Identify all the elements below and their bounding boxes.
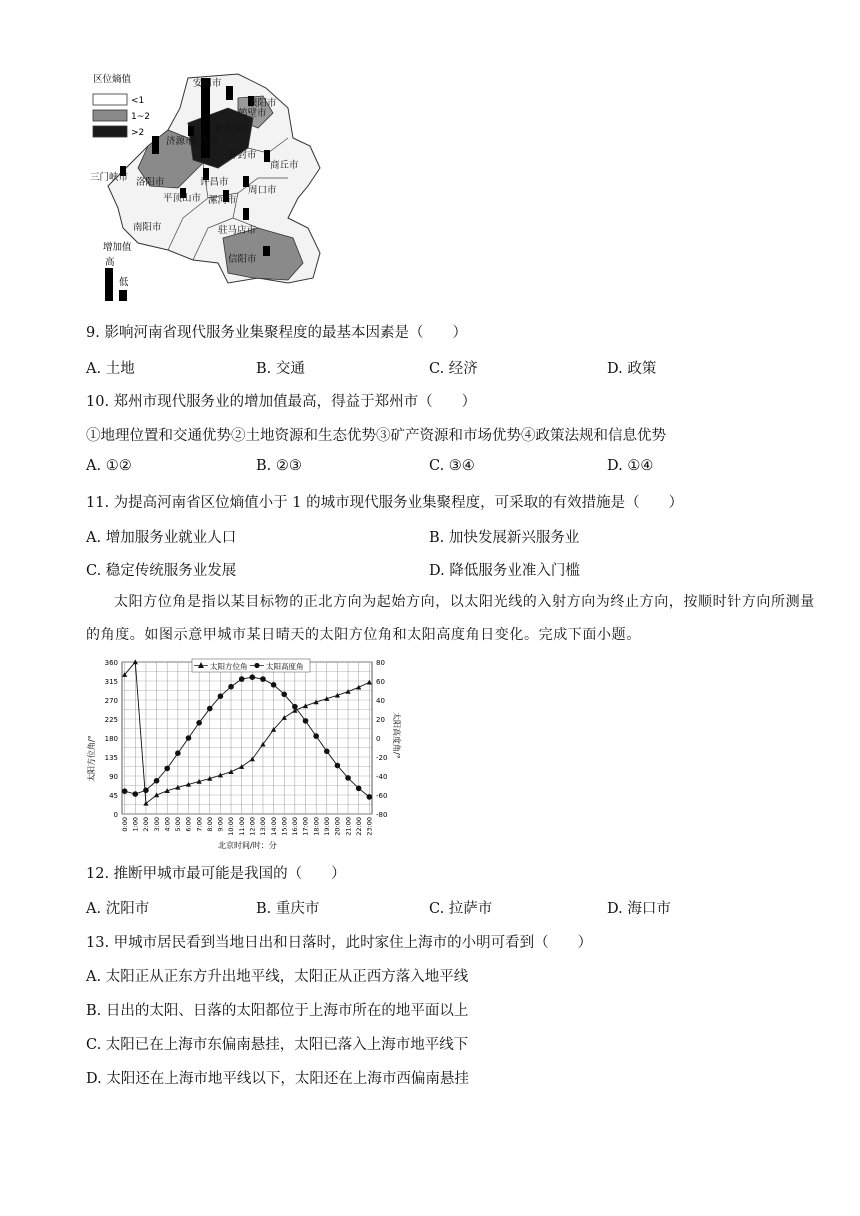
chart-legend-item: 太阳高度角 xyxy=(266,662,304,671)
altitude-point xyxy=(335,763,341,769)
altitude-point xyxy=(324,749,330,755)
right-tick-label: -40 xyxy=(376,773,388,781)
x-axis-title: 北京时间/时：分 xyxy=(218,841,277,850)
x-axis-ticks xyxy=(121,817,374,836)
x-tick-label: 14:00 xyxy=(269,817,278,836)
city-label: 漯河市 xyxy=(208,195,237,206)
x-tick-label: 10:00 xyxy=(227,817,236,836)
chart-grid xyxy=(122,662,372,814)
left-tick-label: 45 xyxy=(109,792,118,800)
city-label: 濮阳市 xyxy=(248,98,277,109)
x-tick-label: 9:00 xyxy=(216,817,225,832)
bar-legend-high: 高 xyxy=(105,257,115,268)
x-tick-label: 23:00 xyxy=(365,817,374,836)
q11-option-d[interactable]: D. 降低服务业准入门槛 xyxy=(429,563,580,579)
x-tick-label: 1:00 xyxy=(131,817,140,832)
right-tick-label: -60 xyxy=(376,792,388,800)
city-label: 洛阳市 xyxy=(136,177,165,188)
q12-option-c[interactable]: C. 拉萨市 xyxy=(429,901,493,917)
bar-anyang xyxy=(226,86,233,100)
bar-legend-low-bar xyxy=(119,290,127,301)
city-label: 三门峡市 xyxy=(90,172,129,183)
legend-title: 区位熵值 xyxy=(93,74,132,85)
left-tick-label: 360 xyxy=(104,659,118,667)
bar-legend-low: 低 xyxy=(119,277,129,288)
x-tick-label: 3:00 xyxy=(152,817,161,832)
x-tick-label: 6:00 xyxy=(184,817,193,832)
right-tick-label: 60 xyxy=(376,678,385,686)
altitude-point xyxy=(175,750,181,756)
q11-option-c[interactable]: C. 稳定传统服务业发展 xyxy=(86,563,237,579)
left-tick-label: 270 xyxy=(104,697,118,705)
x-tick-label: 19:00 xyxy=(322,817,331,836)
altitude-point xyxy=(207,706,213,712)
bar-jiyuan xyxy=(188,126,194,136)
bar-xinyang xyxy=(263,246,270,256)
altitude-point xyxy=(281,692,287,698)
left-tick-label: 90 xyxy=(109,773,118,781)
q11-option-b[interactable]: B. 加快发展新兴服务业 xyxy=(429,530,580,546)
altitude-point xyxy=(313,733,319,739)
x-tick-label: 11:00 xyxy=(237,817,246,836)
question-12-stem: 12. 推断甲城市最可能是我国的（ ） xyxy=(86,866,346,882)
altitude-point xyxy=(239,676,245,682)
altitude-point xyxy=(218,693,224,699)
city-label: 驻马店市 xyxy=(218,225,257,236)
altitude-point xyxy=(367,794,373,800)
legend-swatch-mid xyxy=(93,110,127,121)
left-tick-label: 180 xyxy=(104,735,118,743)
henan-map-figure xyxy=(88,68,328,308)
x-tick-label: 8:00 xyxy=(205,817,214,832)
q11-option-a[interactable]: A. 增加服务业就业人口 xyxy=(86,530,237,546)
left-tick-label: 225 xyxy=(104,716,118,724)
x-tick-label: 12:00 xyxy=(248,817,257,836)
x-tick-label: 20:00 xyxy=(333,817,342,836)
altitude-point xyxy=(260,676,266,682)
chart-legend-item: 太阳方位角 xyxy=(210,662,248,671)
bar-zhumadian xyxy=(243,208,249,220)
bar-luoyang xyxy=(152,136,159,154)
q13-option-b[interactable]: B. 日出的太阳、日落的太阳都位于上海市所在的地平面以上 xyxy=(86,1003,469,1019)
henan-map xyxy=(88,68,328,308)
x-tick-label: 17:00 xyxy=(301,817,310,836)
x-tick-label: 4:00 xyxy=(163,817,172,832)
question-10-statements: ①地理位置和交通优势②土地资源和生态优势③矿产资源和市场优势④政策法规和信息优势 xyxy=(86,428,666,444)
q10-option-a[interactable]: A. ①② xyxy=(86,458,132,474)
altitude-point xyxy=(345,775,351,781)
x-tick-label: 22:00 xyxy=(354,817,363,836)
left-tick-label: 0 xyxy=(113,811,118,819)
right-tick-label: -20 xyxy=(376,754,388,762)
q13-option-c[interactable]: C. 太阳已在上海市东偏南悬挂，太阳已落入上海市地平线下 xyxy=(86,1037,469,1053)
x-tick-label: 2:00 xyxy=(142,817,151,832)
altitude-point xyxy=(292,704,298,710)
legend-label: <1 xyxy=(131,96,145,106)
sun-angle-chart-svg xyxy=(84,654,404,850)
legend-swatch-high xyxy=(93,126,127,137)
q10-option-c[interactable]: C. ③④ xyxy=(429,458,475,474)
x-tick-label: 0:00 xyxy=(120,817,129,832)
altitude-point xyxy=(271,682,277,688)
city-label: 焦作市 xyxy=(190,136,219,147)
right-tick-label: -80 xyxy=(376,811,388,819)
q9-option-b[interactable]: B. 交通 xyxy=(256,361,305,377)
altitude-point xyxy=(303,718,309,724)
right-axis-ticks xyxy=(376,659,387,819)
legend-swatch-low xyxy=(93,94,127,105)
city-label: 许昌市 xyxy=(200,177,229,188)
q13-option-d[interactable]: D. 太阳还在上海市地平线以下，太阳还在上海市西偏南悬挂 xyxy=(86,1071,469,1087)
city-label: 南阳市 xyxy=(133,222,162,233)
question-13-stem: 13. 甲城市居民看到当地日出和日落时，此时家住上海市的小明可看到（ ） xyxy=(86,935,593,951)
x-tick-label: 5:00 xyxy=(174,817,183,832)
right-axis-title: 太阳高度角/° xyxy=(392,712,401,759)
q9-option-c[interactable]: C. 经济 xyxy=(429,361,478,377)
q12-option-d[interactable]: D. 海口市 xyxy=(607,901,671,917)
altitude-point xyxy=(186,735,192,741)
sun-angle-chart xyxy=(84,654,404,850)
question-9-stem: 9. 影响河南省现代服务业集聚程度的最基本因素是（ ） xyxy=(86,325,467,341)
altitude-point xyxy=(132,791,138,797)
city-label: 周口市 xyxy=(248,185,277,196)
city-label: 新乡市 xyxy=(214,123,243,134)
altitude-point xyxy=(122,788,128,794)
altitude-point xyxy=(196,720,202,726)
right-tick-label: 0 xyxy=(376,735,381,743)
right-tick-label: 40 xyxy=(376,697,385,705)
left-tick-label: 315 xyxy=(104,678,118,686)
bar-legend-title: 增加值 xyxy=(103,242,132,253)
q10-option-b[interactable]: B. ②③ xyxy=(256,458,302,474)
x-tick-label: 13:00 xyxy=(259,817,268,836)
altitude-point xyxy=(154,778,160,784)
altitude-point xyxy=(143,787,149,793)
city-label: 济源市 xyxy=(166,136,195,147)
altitude-point xyxy=(356,786,362,792)
altitude-point xyxy=(164,766,170,772)
legend-label: >2 xyxy=(131,128,145,138)
legend-label: 1~2 xyxy=(131,112,150,122)
q9-option-a[interactable]: A. 土地 xyxy=(86,361,135,377)
right-tick-label: 20 xyxy=(376,716,385,724)
city-label: 安阳市 xyxy=(193,78,222,89)
city-label: 开封市 xyxy=(228,150,257,161)
q12-option-b[interactable]: B. 重庆市 xyxy=(256,901,320,917)
left-axis-title: 太阳方位角/° xyxy=(87,735,96,782)
q9-option-d[interactable]: D. 政策 xyxy=(607,361,657,377)
question-10-stem: 10. 郑州市现代服务业的增加值最高，得益于郑州市（ ） xyxy=(86,394,477,410)
x-tick-label: 21:00 xyxy=(344,817,353,836)
x-tick-label: 16:00 xyxy=(291,817,300,836)
city-label: 鹤壁市 xyxy=(238,108,267,119)
city-label: 信阳市 xyxy=(228,254,257,265)
x-tick-label: 15:00 xyxy=(280,817,289,836)
question-11-stem: 11. 为提高河南省区位熵值小于 1 的城市现代服务业集聚程度，可采取的有效措施是（ ） xyxy=(86,495,684,511)
left-tick-label: 135 xyxy=(104,754,118,762)
altitude-point xyxy=(228,684,234,690)
right-tick-label: 80 xyxy=(376,659,385,667)
city-label: 平顶山市 xyxy=(163,193,202,204)
left-axis-ticks xyxy=(105,659,118,819)
q13-option-a[interactable]: A. 太阳正从正东方升出地平线，太阳正从正西方落入地平线 xyxy=(86,969,469,985)
q12-option-a[interactable]: A. 沈阳市 xyxy=(86,901,150,917)
intro-paragraph: 太阳方位角是指以某目标物的正北方向为起始方向，以太阳光线的入射方向为终止方向，按顺时针方向所测量的角度。如图示意甲城市某日晴天的太阳方位角和太阳高度角日变化。完成下面小题。 xyxy=(86,594,815,643)
bar-legend-high-bar xyxy=(105,268,113,301)
city-label: 商丘市 xyxy=(270,160,299,171)
altitude-point xyxy=(250,674,256,680)
x-tick-label: 18:00 xyxy=(312,817,321,836)
x-tick-label: 7:00 xyxy=(195,817,204,832)
q10-option-d[interactable]: D. ①④ xyxy=(607,458,654,474)
